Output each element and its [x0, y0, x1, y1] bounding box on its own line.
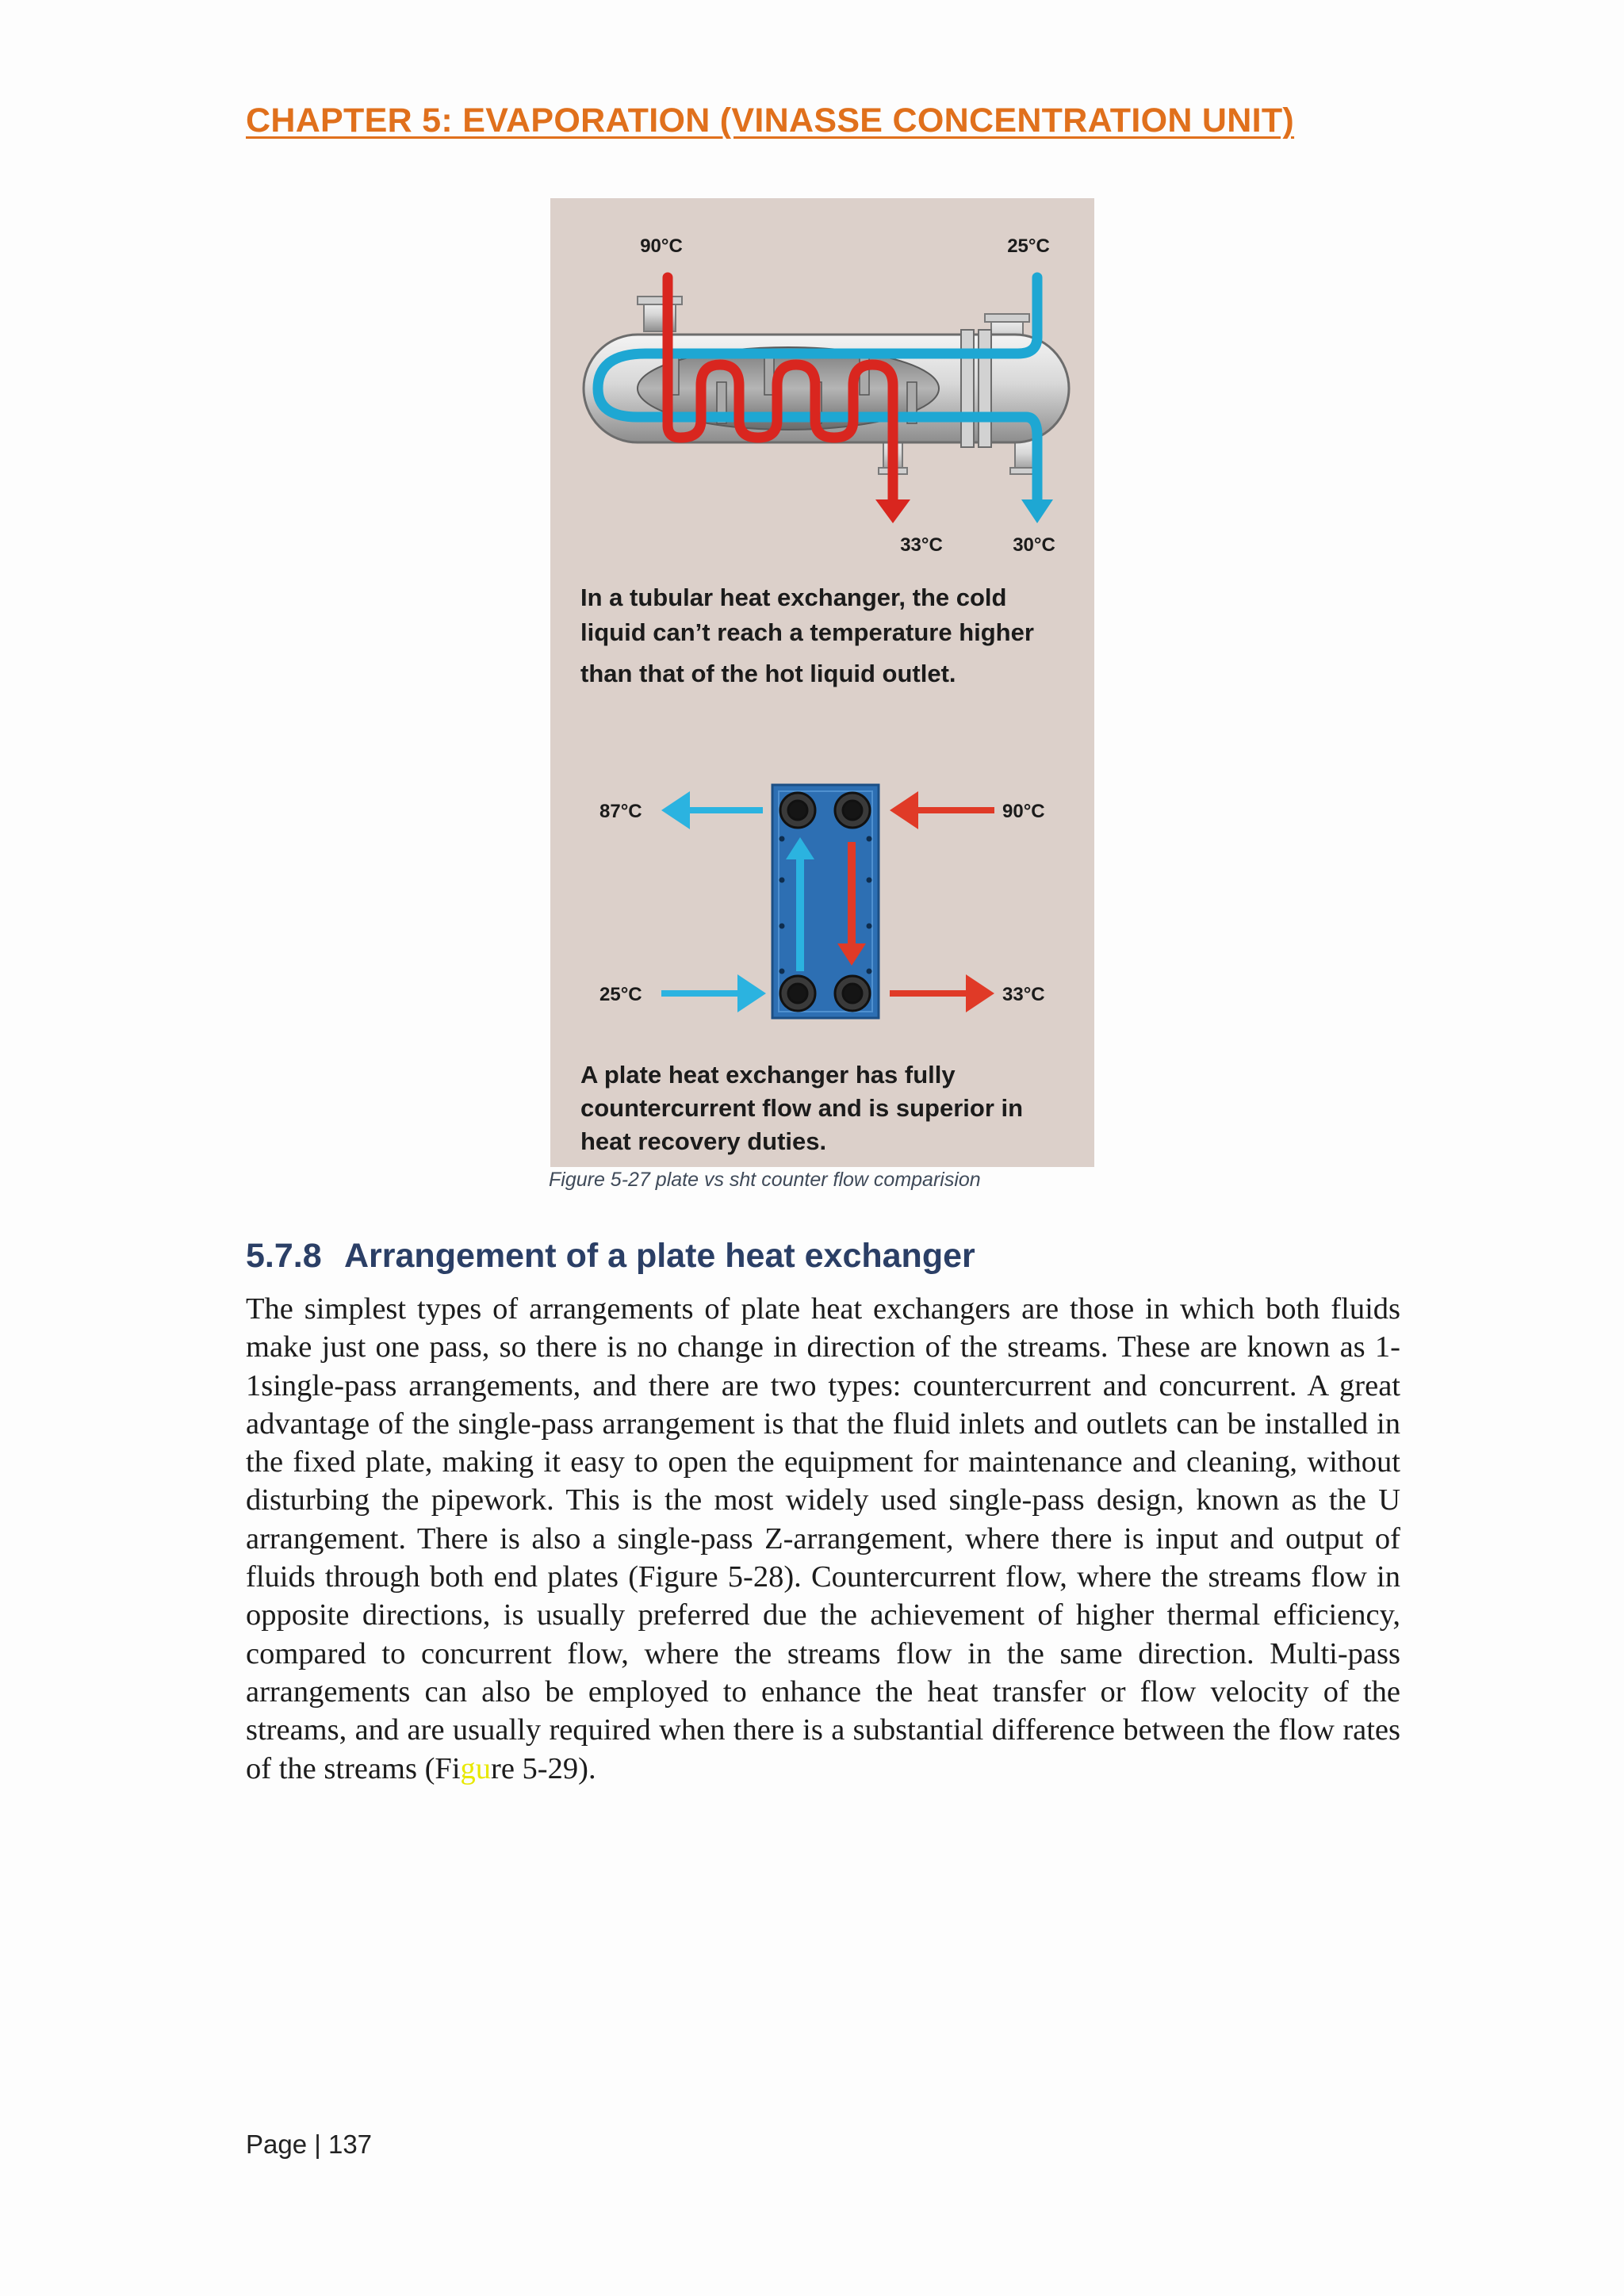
plate-description-line-1: A plate heat exchanger has fully: [580, 1061, 956, 1089]
chapter-header: CHAPTER 5: EVAPORATION (VINASSE CONCENTRATION UNIT): [246, 101, 1295, 140]
plate-cold-inlet-label: 25°C: [599, 984, 642, 1005]
tubular-cold-outlet-label: 30°C: [1013, 534, 1055, 556]
body-text-tail: re 5-29).: [491, 1751, 596, 1785]
section-number: 5.7.8: [246, 1237, 322, 1275]
figure-heat-exchanger-comparison: [550, 198, 1094, 1167]
page-number: Page | 137: [246, 2130, 373, 2159]
plate-description-line-3: heat recovery duties.: [580, 1127, 827, 1155]
tubular-description-line-3: than that of the hot liquid outlet.: [580, 660, 956, 687]
section-heading: [246, 1237, 975, 1276]
plate-hot-outlet-label: 33°C: [1002, 984, 1045, 1005]
tubular-cold-inlet-label: 25°C: [1007, 235, 1050, 257]
plate-description-line-2: countercurrent flow and is superior in: [580, 1094, 1024, 1122]
body-text-main: The simplest types of arrangements of plate heat exchangers are those in which both fluids make just one pass, so there is no change in direction of the streams. These are known as 1-1single-pass arrangements, and there are two types: countercurrent and concurrent. A great advantage of the single-pass arrangement is that the fluid inlets and outlets can be installed in the fixed plate, making it easy to open the equipment for maintenance and cleaning, without disturbing the pipework. This is the most widely used single-pass design, known as the U arrangement. There is also a single-pass Z-arrangement, where there is input and output of fluids through both end plates (Figure 5-28). Countercurrent flow, where the streams flow in opposite directions, is usually preferred due the achievement of higher thermal efficiency, compared to concurrent flow, where the streams flow in the same direction. Multi-pass arrangements can also be employed to enhance the heat transfer or flow velocity of the streams, and are usually required when there is a substantial difference between the flow rates of the streams (Fi: [246, 1292, 1400, 1785]
figure-illustration: [550, 198, 1094, 1167]
plate-heat-exchanger: [580, 785, 1045, 1155]
tubular-description-line-1: In a tubular heat exchanger, the cold: [580, 584, 1007, 611]
body-text-highlight: gu: [460, 1751, 492, 1785]
tubular-description-line-2: liquid can’t reach a temperature higher: [580, 618, 1034, 646]
tubular-hot-outlet-label: 33°C: [900, 534, 943, 556]
body-paragraph: [246, 1290, 1400, 1788]
tubular-hot-inlet-label: 90°C: [640, 235, 683, 257]
section-title: Arrangement of a plate heat exchanger: [344, 1237, 975, 1275]
plate-hot-inlet-label: 90°C: [1002, 801, 1045, 822]
figure-caption: Figure 5-27 plate vs sht counter flow comparision: [549, 1169, 981, 1191]
plate-cold-outlet-label: 87°C: [599, 801, 642, 822]
tubular-heat-exchanger: [580, 235, 1069, 687]
